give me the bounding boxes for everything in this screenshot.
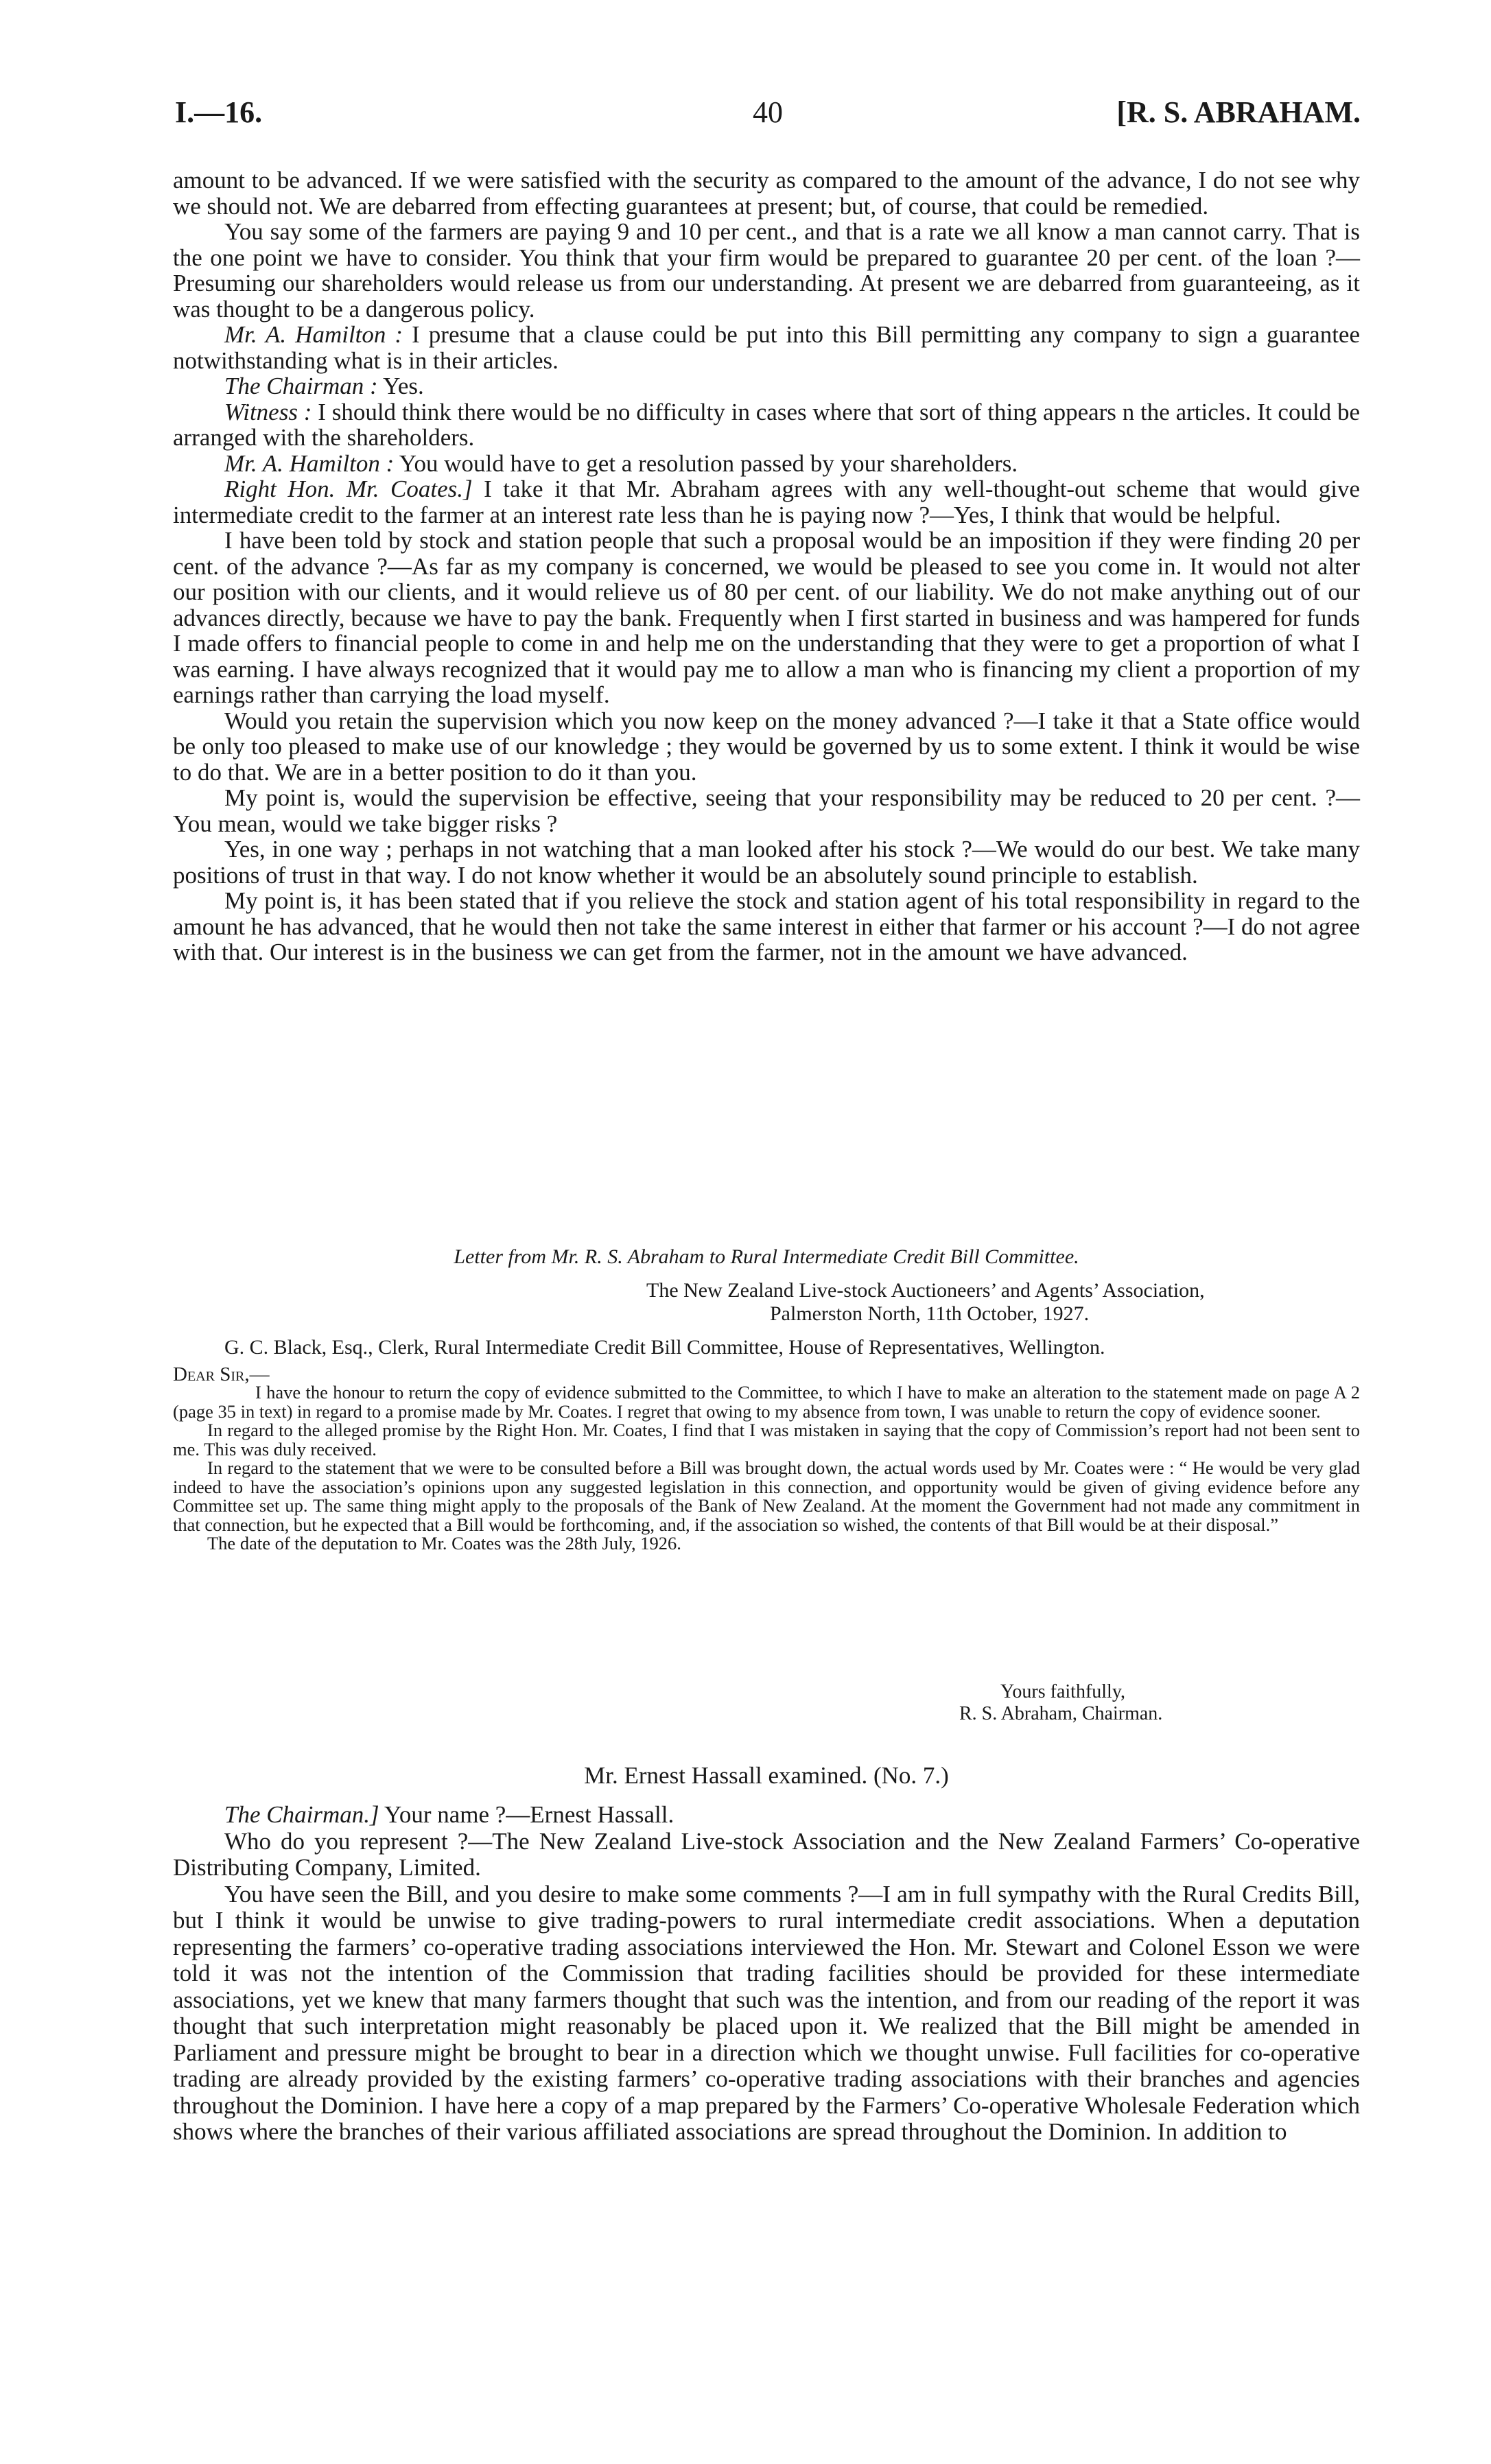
- letter-title: Letter from Mr. R. S. Abraham to Rural Intermediate Credit Bill Committee.: [454, 1245, 1079, 1268]
- page-number: 40: [753, 95, 783, 129]
- testimony-paragraph: Witness : I should think there would be no difficulty in cases where that sort of thing appears n the articles. It could be arranged with the shareholders.: [173, 398, 1361, 451]
- letter-closing: [959, 1681, 1163, 1725]
- letter-recipient: G. C. Black, Esq., Clerk, Rural Intermediate Credit Bill Committee, House of Representatives, Wellington.: [224, 1336, 1105, 1359]
- testimony-paragraph: The Chairman : Yes.: [224, 373, 424, 399]
- testimony-paragraph: Mr. A. Hamilton : You would have to get a resolution passed by your shareholders.: [224, 449, 1018, 477]
- testimony-section: [173, 167, 1360, 965]
- letter-body: [173, 1383, 1360, 1553]
- letter-paragraph: In regard to the alleged promise by the Right Hon. Mr. Coates, I find that I was mistaken in saying that the copy of Commission’s report had not been sent to me. This was duly received.: [173, 1420, 1360, 1459]
- testimony-paragraph: I have been told by stock and station people that such a proposal would be an imposition if they were finding 20 per cent. of the advance ?—As far as my company is concerned, we would be pleased to see you come in. It would not alter our position with our clients, and it would relieve us of 80 per cent. of our liability. We do not make anything out of our advances directly, because we have to pay the bank. Frequently when I first started in business and was hampered for funds I made offers to financial people to come in and help me on the understanding that they were to get a proportion of what I was earning. I have always recognized that it would pay me to allow a man who is financing my client a proportion of my earnings rather than carrying the load myself.: [173, 527, 1360, 708]
- letter-header: [173, 1245, 1360, 1386]
- examination-section: [173, 1802, 1360, 2146]
- testimony-paragraph: My point is, it has been stated that if you relieve the stock and station agent of his total responsibility in regard to the amount he has advanced, that he would then not take the same interest in either that farmer or his account ?—I do not agree with that. Our interest is in the business we can get from the farmer, not in the amount we have advanced.: [173, 887, 1360, 965]
- letter-signature: R. S. Abraham, Chairman.: [959, 1703, 1163, 1724]
- letter-paragraph: The date of the deputation to Mr. Coates was the 28th July, 1926.: [207, 1533, 681, 1553]
- letter-paragraph: I have the honour to return the copy of evidence submitted to the Committee, to which I have to make an alteration to the statement made on page A 2 (page 35 in text) in regard to a promise made by Mr. Coates. I regret that owing to my absence from town, I was unable to return the copy of evidence sooner.: [173, 1382, 1360, 1422]
- letter-sender-address: The New Zealand Live-stock Auctioneers’ and Agents’ Association, Palmerston North, 11th October, 1927.: [646, 1279, 1205, 1325]
- testimony-paragraph: Mr. A. Hamilton : I presume that a clause could be put into this Bill permitting any company to sign a guarantee notwithstanding what is in their articles.: [173, 321, 1360, 374]
- testimony-paragraph: amount to be advanced. If we were satisfied with the security as compared to the amount of the advance, I do not see why we should not. We are debarred from effecting guarantees at present; but, of course, that could be remedied.: [173, 167, 1360, 220]
- testimony-paragraph: You say some of the farmers are paying 9 and 10 per cent., and that is a rate we all know a man cannot carry. That is the one point we have to consider. You think that your firm would be prepared to guarantee 20 per cent. of the loan ?—Presuming our shareholders would release us from our understanding. At present we are debarred from guaranteeing, as it was thought to be a dangerous policy.: [173, 218, 1360, 322]
- examination-paragraph: The Chairman.] Your name ?—Ernest Hassall.: [224, 1801, 674, 1828]
- examination-paragraph: Who do you represent ?—The New Zealand Live-stock Association and the New Zealand Farmers’ Co-operative Distributing Company, Limited.: [173, 1827, 1360, 1881]
- testimony-paragraph: Right Hon. Mr. Coates.] I take it that Mr. Abraham agrees with any well-thought-out scheme that would give intermediate credit to the farmer at an interest rate less than he is paying now ?—Yes, I think that would be helpful.: [173, 476, 1360, 528]
- speaker-name: Mr. A. Hamilton :: [224, 321, 403, 348]
- testimony-paragraph: My point is, would the supervision be effective, seeing that your responsibility may be reduced to 20 per cent. ?—You mean, would we take bigger risks ?: [173, 784, 1360, 837]
- testimony-paragraph: Would you retain the supervision which you now keep on the money advanced ?—I take it that a State office would be only too pleased to make use of our knowledge ; they would be governed by us to some extent. I think it would be wise to do that. We are in a better position to do it than you.: [173, 707, 1360, 786]
- page-header: [175, 95, 1361, 136]
- examination-heading: Mr. Ernest Hassall examined. (No. 7.): [584, 1762, 949, 1789]
- witness-name-header: [R. S. ABRAHAM.: [1116, 95, 1361, 129]
- examination-paragraph: You have seen the Bill, and you desire to make some comments ?—I am in full sympathy with the Rural Credits Bill, but I think it would be unwise to give trading-powers to rural intermediate credit associations. When a deputation representing the farmers’ co-operative trading associations interviewed the Hon. Mr. Stewart and Colonel Esson we were told it was not the intention of the Commission that trading facilities should be provided for these intermediate associations, yet we knew that many farmers thought that such was the intention, and from our reading of the report it was thought that such interpretation might reasonably be placed upon it. We realized that the Bill might be amended in Parliament and pressure might be brought to bear in a direction which we thought unwise. Full facilities for co-operative trading are already provided by the existing farmers’ co-operative trading associations with their branches and agencies throughout the Dominion. I have here a copy of a map prepared by the Farmers’ Co-operative Wholesale Federation which shows where the branches of their various affiliated associations are spread throughout the Dominion. In addition to: [173, 1880, 1360, 2145]
- speaker-name: Witness :: [224, 398, 312, 425]
- letter-salutation: Dear Sir,—: [173, 1363, 270, 1385]
- speaker-name: Right Hon. Mr. Coates.]: [224, 476, 473, 502]
- document-reference: I.—16.: [175, 95, 263, 129]
- speaker-name: The Chairman :: [224, 373, 378, 399]
- letter-paragraph: In regard to the statement that we were to be consulted before a Bill was brought down, the actual words used by Mr. Coates were : “ He would be very glad indeed to have the association’s opinions upon any suggested legislation in this connection, and opportunity would be given of giving evidence before any Committee set up. The same thing might apply to the proposals of the Bank of New Zealand. At the moment the Government had not made any commitment in that connection, but he expected that a Bill would be forthcoming, and, if the association so wished, the contents of that Bill would be at their disposal.”: [173, 1457, 1360, 1535]
- testimony-paragraph: Yes, in one way ; perhaps in not watching that a man looked after his stock ?—We would do our best. We take many positions of trust in that way. I do not know whether it would be an absolutely sound principle to establish.: [173, 836, 1360, 889]
- speaker-name: The Chairman.]: [224, 1801, 379, 1828]
- speaker-name: Mr. A. Hamilton :: [224, 449, 395, 477]
- closing-phrase: Yours faithfully,: [1000, 1681, 1126, 1702]
